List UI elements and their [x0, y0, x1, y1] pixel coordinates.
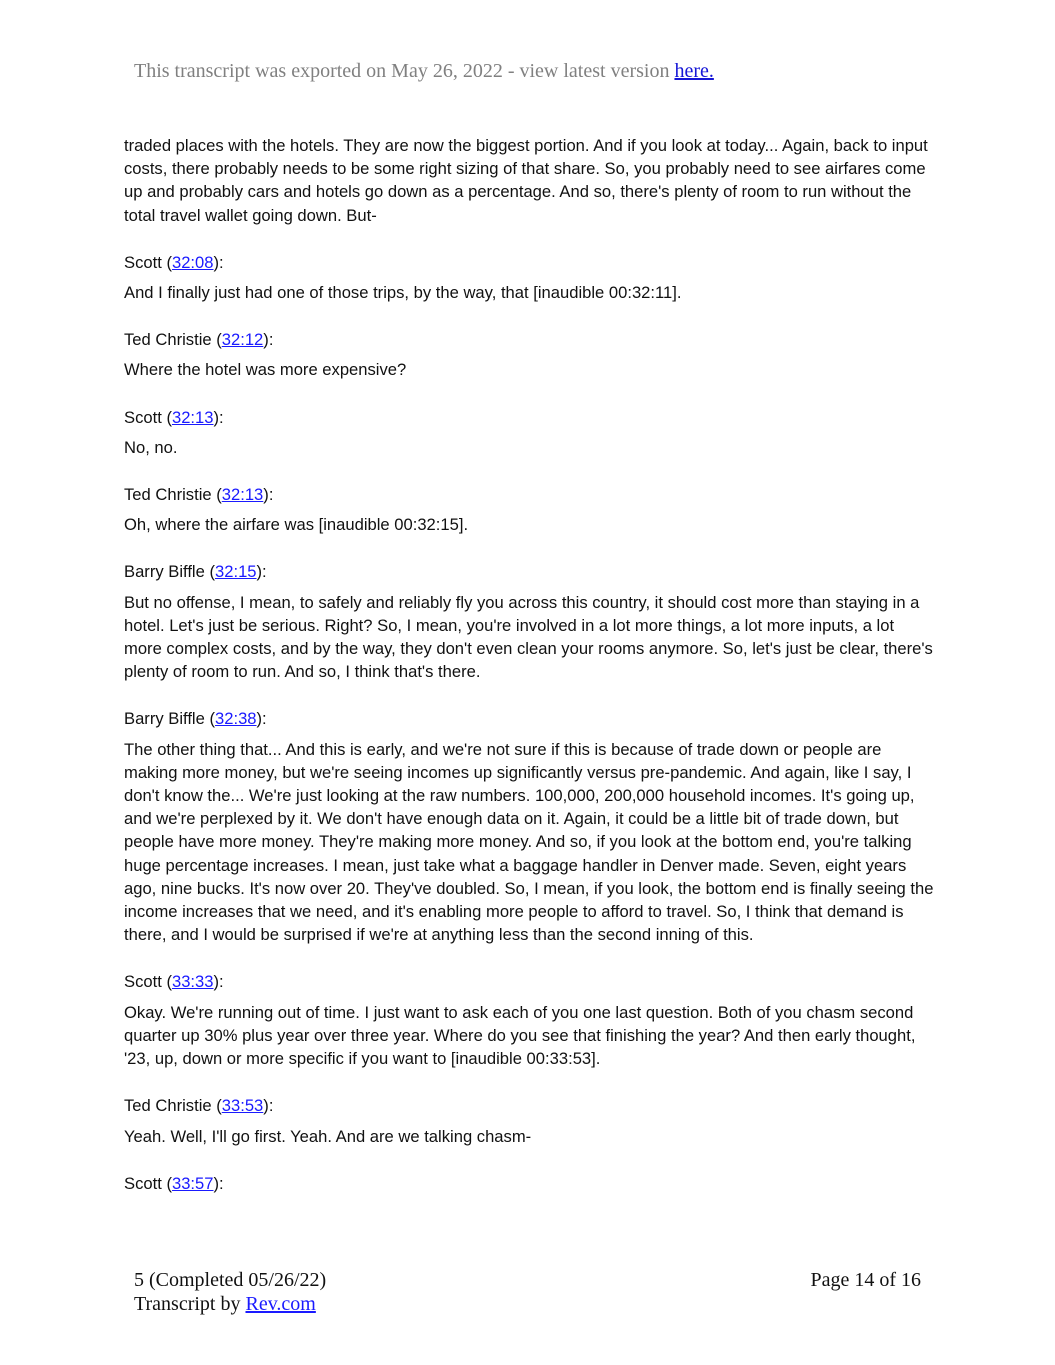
transcript-paragraph: But no offense, I mean, to safely and reliably fly you across this country, it should cost more than staying in a hotel. Let's just be serious. Right? So, I mean, you're involved in a lot more things, a lot more inputs, a lot more complex costs, and by the way, they don't even clean your rooms anymore. So, let's just be clear, there's plenty of room to run. And so, I think that's there. [124, 592, 933, 682]
footer-info [134, 1268, 326, 1316]
paren-close: ): [213, 252, 224, 272]
paren-open: ( [211, 485, 222, 505]
speaker-name: Ted Christie [124, 1096, 212, 1116]
paren-open: ( [211, 1096, 222, 1116]
transcript-paragraph: traded places with the hotels. They are now the biggest portion. And if you look at today... Again, back to input costs, there probably needs to be some right sizing of that share. So, you probably need to see airfares come up and probably cars and hotels go down as a percentage. And so, there's plenty of room to run without the total travel wallet going down. But- [124, 136, 928, 225]
transcript-credit [134, 1292, 326, 1316]
latest-version-link[interactable]: here. [674, 60, 714, 82]
paren-close: ): [213, 972, 224, 992]
paren-close: ): [263, 1096, 274, 1116]
timestamp-link[interactable]: 32:13 [171, 407, 214, 427]
speaker-name: Scott [124, 252, 162, 272]
paren-open: ( [211, 330, 222, 350]
timestamp-link[interactable]: 32:38 [215, 709, 257, 729]
export-notice-text: This transcript was exported on May 26, 2022 - view latest version [134, 60, 675, 82]
speaker-name: Ted Christie [124, 485, 212, 505]
paren-open: ( [161, 1173, 172, 1193]
rev-link[interactable]: Rev.com [245, 1293, 316, 1315]
page-number: Page 14 of 16 [810, 1269, 921, 1291]
paren-close: ): [263, 485, 274, 505]
transcript-paragraph: Where the hotel was more expensive? [124, 360, 407, 380]
paren-close: ): [256, 562, 267, 582]
speaker-line [124, 970, 934, 993]
paren-open: ( [204, 709, 215, 729]
speaker-name: Ted Christie [124, 330, 212, 350]
export-notice [134, 60, 714, 83]
paren-open: ( [204, 562, 215, 582]
paren-close: ): [213, 1173, 224, 1193]
transcript-paragraph: The other thing that... And this is early, and we're not sure if this is because of trade down or people are making more money, but we're seeing incomes up significantly versus pre-pandemic. And again, like I say, I don't know the... We're just looking at the raw numbers. 100,000, 200,000 household incomes. It's going up, and we're perplexed by it. We don't have enough data on it. Again, it could be a little bit of trade down, but people have more money. They're making more money. And so, if you look at the bottom end, you're talking huge percentage increases. I mean, just take what a baggage handler in Denver made. Seven, eight years ago, nine bucks. It's now over 20. They've doubled. So, I mean, if you look, the bottom end is finally seeing the income increases that we need, and it's enabling more people to afford to travel. So, I think that demand is there, and I would be surprised if we're at anything less than the second inning of this. [124, 739, 934, 945]
speaker-line [124, 483, 934, 506]
timestamp-link[interactable]: 32:13 [221, 485, 264, 505]
transcript-body [124, 134, 934, 1202]
paren-close: ): [256, 709, 267, 729]
speaker-name: Scott [124, 407, 162, 427]
transcript-paragraph: Okay. We're running out of time. I just want to ask each of you one last question. Both of you chasm second quarter up 30% plus year over three year. Where do you see that finishing the year? And then early thought, '23, up, down or more specific if you want to [inaudible 00:33:53]. [124, 1002, 916, 1069]
timestamp-link[interactable]: 32:15 [215, 562, 257, 582]
speaker-line [124, 560, 934, 583]
transcript-paragraph: No, no. [124, 437, 178, 457]
timestamp-link[interactable]: 33:57 [171, 1173, 214, 1193]
speaker-line [124, 1094, 934, 1117]
timestamp-link[interactable]: 33:33 [171, 972, 214, 992]
speaker-name: Barry Biffle [124, 709, 205, 729]
transcript-paragraph: Oh, where the airfare was [inaudible 00:32:15]. [124, 515, 469, 535]
timestamp-link[interactable]: 33:53 [221, 1096, 264, 1116]
speaker-line [124, 251, 934, 274]
speaker-name: Barry Biffle [124, 562, 205, 582]
paren-open: ( [161, 972, 172, 992]
speaker-line [124, 707, 934, 730]
completion-status: 5 (Completed 05/26/22) [134, 1269, 327, 1291]
speaker-name: Scott [124, 972, 162, 992]
speaker-line [124, 406, 934, 429]
timestamp-link[interactable]: 32:12 [221, 330, 264, 350]
speaker-name: Scott [124, 1173, 162, 1193]
paren-open: ( [161, 407, 172, 427]
speaker-line [124, 328, 934, 351]
transcript-paragraph: Yeah. Well, I'll go first. Yeah. And are we talking chasm- [124, 1126, 532, 1146]
paren-open: ( [161, 252, 172, 272]
credit-text: Transcript by [134, 1293, 246, 1315]
speaker-line [124, 1172, 934, 1195]
paren-close: ): [263, 330, 274, 350]
transcript-paragraph: And I finally just had one of those trips, by the way, that [inaudible 00:32:11]. [124, 283, 682, 303]
paren-close: ): [213, 407, 224, 427]
timestamp-link[interactable]: 32:08 [171, 252, 214, 272]
